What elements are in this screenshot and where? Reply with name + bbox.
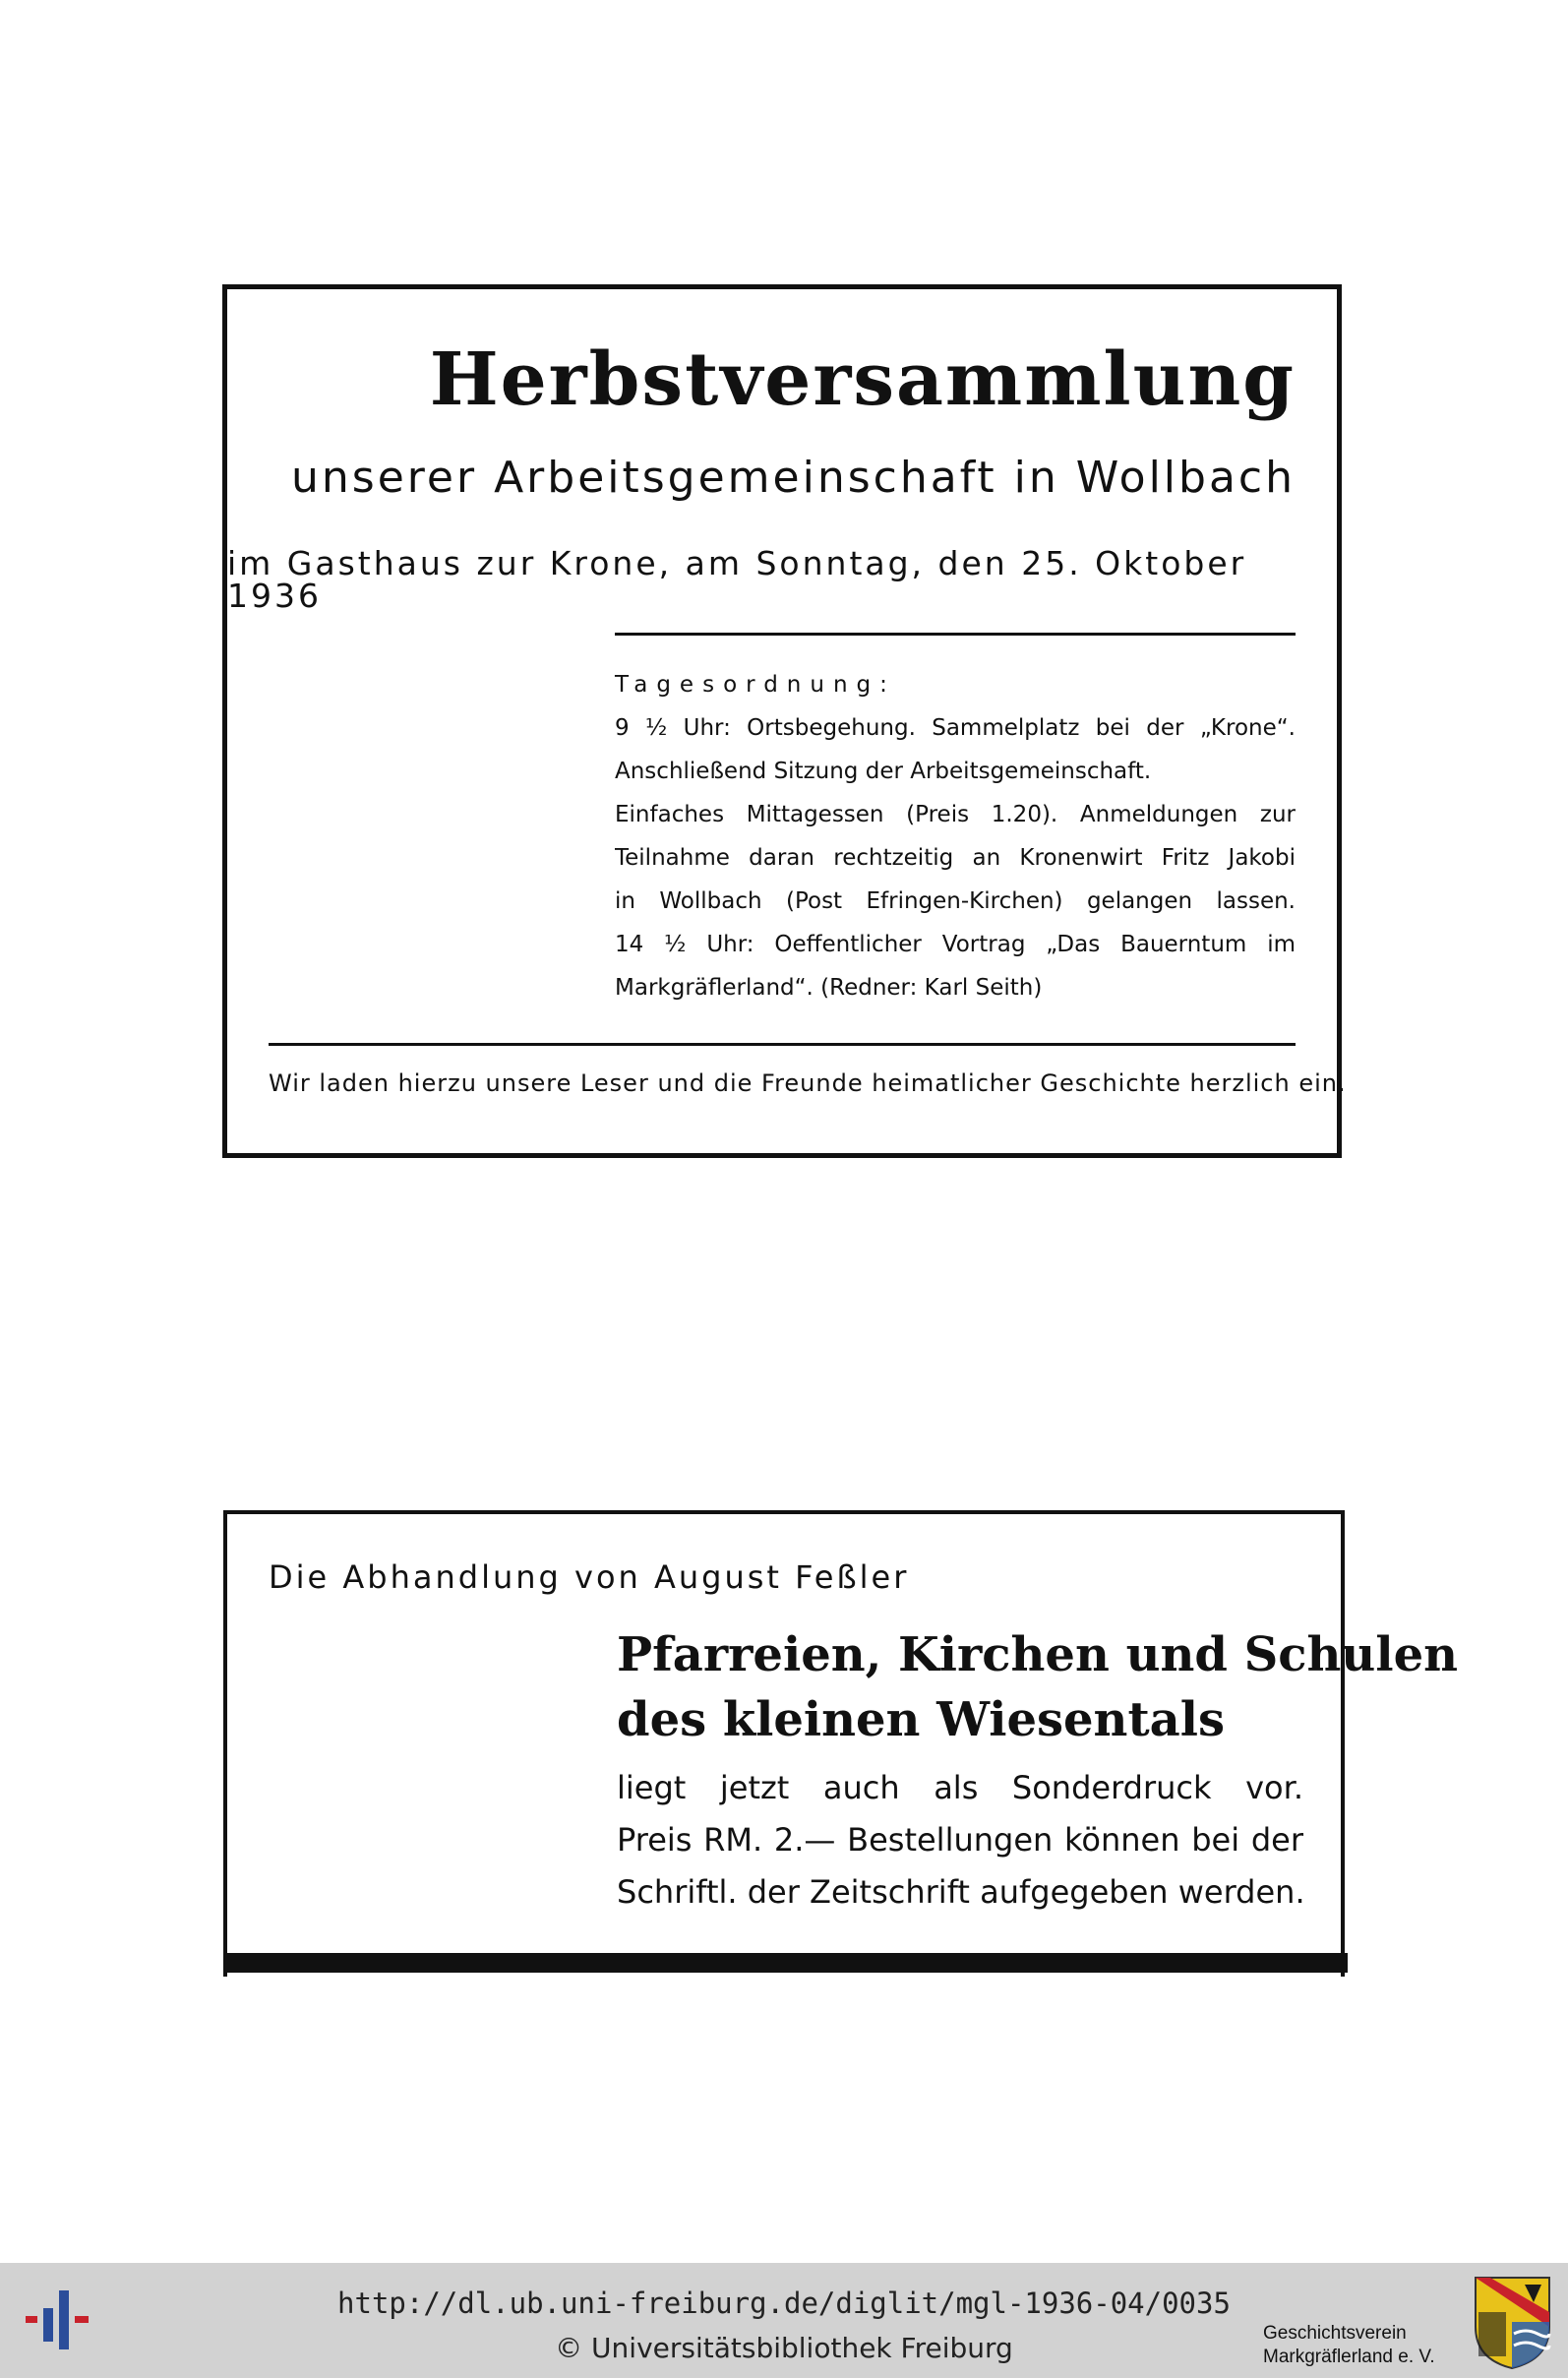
publication-text bbox=[617, 1762, 1303, 1919]
notice-title: Herbstversammlung bbox=[429, 337, 1296, 422]
agenda-line: 14 ½ Uhr: Oeffentlicher Vortrag „Das Bauerntum im bbox=[615, 932, 1296, 957]
publication-title-line: des kleinen Wiesentals bbox=[617, 1692, 1225, 1747]
publication-text-line: liegt jetzt auch als Sonderdruck vor. bbox=[617, 1769, 1303, 1806]
agenda-line: in Wollbach (Post Efringen-Kirchen) gelangen lassen. bbox=[615, 888, 1296, 914]
society-line: Markgräflerland e. V. bbox=[1263, 2347, 1435, 2367]
agenda-line: Teilnahme daran rechtzeitig an Kronenwirt Fritz Jakobi bbox=[615, 845, 1296, 871]
publication-notice-box bbox=[223, 1510, 1458, 1977]
agenda-line: Einfaches Mittagessen (Preis 1.20). Anmeldungen zur bbox=[615, 802, 1296, 827]
notice-location: im Gasthaus zur Krone, am Sonntag, den 25. Oktober 1936 bbox=[227, 544, 1247, 615]
copyright-text: © Universitätsbibliothek Freiburg bbox=[555, 2332, 1013, 2364]
divider bbox=[269, 1043, 1296, 1046]
divider bbox=[615, 633, 1296, 636]
permalink-url[interactable]: http://dl.ub.uni-freiburg.de/diglit/mgl-1936-04/0035 bbox=[337, 2287, 1231, 2320]
assembly-notice-box bbox=[222, 284, 1347, 1158]
footer-bar bbox=[0, 2263, 1568, 2378]
society-name bbox=[1263, 2322, 1435, 2369]
publication-title bbox=[617, 1622, 1458, 1752]
publication-intro: Die Abhandlung von August Feßler bbox=[269, 1558, 910, 1596]
agenda bbox=[615, 663, 1296, 1009]
agenda-line: 9 ½ Uhr: Ortsbegehung. Sammelplatz bei der „Krone“. bbox=[615, 715, 1296, 741]
publication-title-line: Pfarreien, Kirchen und Schulen bbox=[617, 1627, 1458, 1682]
agenda-line: Anschließend Sitzung der Arbeitsgemeinschaft. bbox=[615, 759, 1152, 784]
box-bottom-bar bbox=[226, 1953, 1348, 1973]
agenda-line: Markgräflerland“. (Redner: Karl Seith) bbox=[615, 975, 1043, 1001]
notice-subtitle: unserer Arbeitsgemeinschaft in Wollbach bbox=[291, 453, 1296, 503]
invitation-text: Wir laden hierzu unsere Leser und die Freunde heimatlicher Geschichte herzlich ein. bbox=[269, 1069, 1347, 1097]
agenda-heading: Tagesordnung: bbox=[615, 672, 896, 698]
society-line: Geschichtsverein bbox=[1263, 2323, 1407, 2344]
publication-text-line: Preis RM. 2.— Bestellungen können bei der bbox=[617, 1821, 1303, 1859]
coat-of-arms-icon[interactable] bbox=[1471, 2273, 1554, 2371]
publication-text-line: Schriftl. der Zeitschrift aufgegeben werden. bbox=[617, 1873, 1305, 1911]
